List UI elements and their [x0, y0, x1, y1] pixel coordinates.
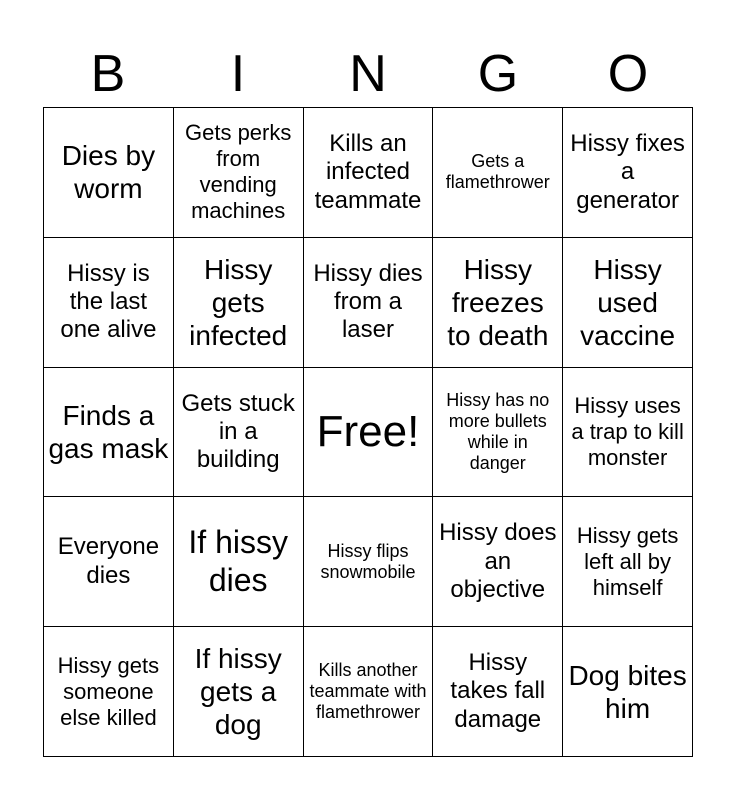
title-letter-b: B: [90, 45, 126, 103]
bingo-cell[interactable]: [44, 238, 174, 368]
bingo-cell[interactable]: [174, 497, 304, 627]
title-letter-i: I: [230, 45, 246, 103]
bingo-title: [43, 40, 693, 108]
bingo-cell[interactable]: [433, 627, 563, 757]
cell-text: Hissy uses a trap to kill monster: [571, 393, 684, 470]
cell-text: Kills another teammate with flamethrower: [309, 659, 427, 723]
cell-text: Hissy gets someone else killed: [57, 652, 160, 730]
bingo-cell[interactable]: [44, 368, 174, 498]
bingo-board: [43, 107, 693, 757]
cell-text: Dies by worm: [61, 140, 156, 205]
cell-text: Everyone dies: [57, 533, 160, 589]
bingo-cell[interactable]: [44, 497, 174, 627]
bingo-free-cell[interactable]: [304, 368, 434, 498]
bingo-cell[interactable]: [563, 108, 693, 238]
bingo-cell[interactable]: [304, 238, 434, 368]
bingo-cell[interactable]: [44, 108, 174, 238]
bingo-cell[interactable]: [563, 497, 693, 627]
bingo-cell[interactable]: [304, 497, 434, 627]
bingo-cell[interactable]: [304, 627, 434, 757]
bingo-cell[interactable]: [563, 627, 693, 757]
bingo-cell[interactable]: [433, 238, 563, 368]
cell-text: Hissy has no more bullets while in danger: [446, 389, 550, 474]
cell-text: If hissy gets a dog: [194, 643, 282, 741]
cell-text: Hissy flips snowmobile: [320, 540, 416, 582]
bingo-cell[interactable]: [433, 497, 563, 627]
cell-text: Hissy takes fall damage: [450, 649, 546, 733]
cell-text: Kills an infected teammate: [314, 129, 422, 214]
bingo-cell[interactable]: [304, 108, 434, 238]
bingo-cell[interactable]: [174, 238, 304, 368]
cell-text: Hissy is the last one alive: [60, 259, 157, 344]
cell-text: If hissy dies: [188, 524, 288, 598]
bingo-cell[interactable]: [433, 368, 563, 498]
cell-text: Gets stuck in a building: [181, 389, 295, 474]
cell-text: Hissy fixes a generator: [570, 129, 685, 214]
bingo-cell[interactable]: [563, 368, 693, 498]
title-letter-o: O: [607, 45, 649, 103]
cell-text: Hissy gets infected: [189, 253, 288, 351]
cell-text: Free!: [316, 407, 420, 457]
cell-text: Hissy freezes to death: [447, 253, 549, 351]
cell-text: Dog bites him: [568, 659, 687, 724]
cell-text: Hissy dies from a laser: [313, 259, 423, 344]
cell-text: Gets perks from vending machines: [185, 120, 292, 224]
cell-text: Hissy gets left all by himself: [576, 522, 679, 600]
title-letter-n: N: [349, 45, 387, 103]
cell-text: Hissy does an objective: [439, 519, 557, 603]
bingo-cell[interactable]: [433, 108, 563, 238]
cell-text: Hissy used vaccine: [580, 253, 676, 351]
bingo-cell[interactable]: [174, 108, 304, 238]
bingo-cell[interactable]: [44, 627, 174, 757]
bingo-cell[interactable]: [563, 238, 693, 368]
cell-text: Gets a flamethrower: [445, 151, 550, 193]
bingo-cell[interactable]: [174, 627, 304, 757]
bingo-cell[interactable]: [174, 368, 304, 498]
cell-text: Finds a gas mask: [48, 399, 169, 464]
title-letter-g: G: [477, 45, 519, 103]
